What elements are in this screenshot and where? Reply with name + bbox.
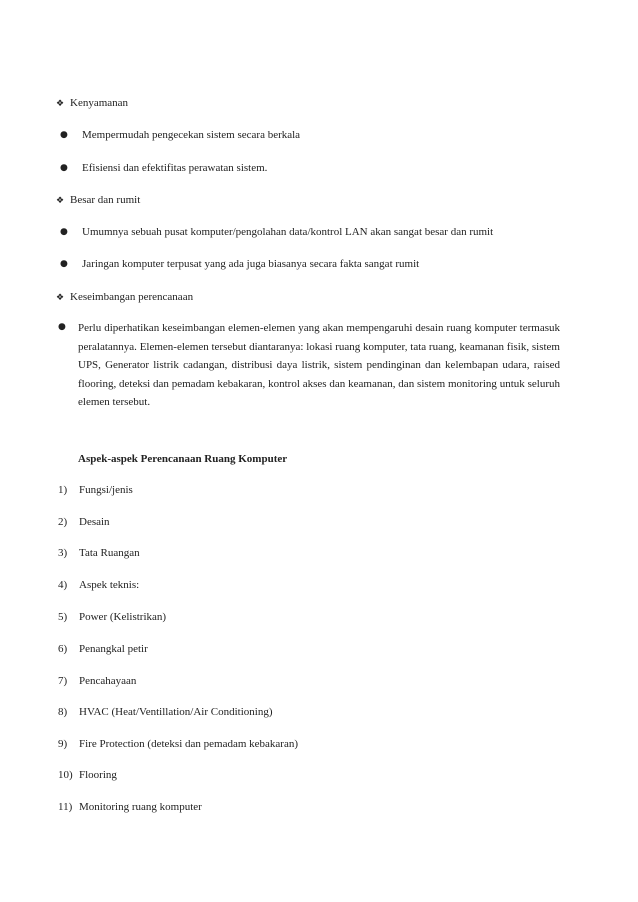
item-label: HVAC (Heat/Ventillation/Air Conditioning): [79, 706, 273, 718]
item-number: 3): [58, 547, 68, 559]
numbered-item: [58, 610, 166, 624]
diamond-bullet-icon: ❖: [56, 99, 65, 109]
item-number: 4): [58, 579, 68, 591]
paragraph: Perlu diperhatikan keseimbangan elemen-elemen yang akan mempengaruhi desain ruang komputer termasuk peralatannya. Elemen-elemen tersebut diantaranya: lokasi ruang komputer, tata ruang, keamanan fisik, sistem UPS, Generator listrik cadangan, distribusi daya listrik, sistem pendinginan dan kelembapan udara, raised flooring, deteksi dan pemadam kebakaran, kontrol akses dan keamanan, dan sistem monitoring untuk seluruh elemen tersebut.: [78, 322, 560, 408]
numbered-item: [58, 768, 117, 782]
item-label: Monitoring ruang komputer: [79, 801, 202, 813]
bullet-icon: ●: [60, 259, 68, 269]
numbered-item: [58, 737, 298, 751]
item-number: 7): [58, 675, 68, 687]
item-label: Fungsi/jenis: [79, 484, 133, 496]
item-number: 11): [58, 801, 73, 813]
numbered-item: [58, 515, 110, 529]
numbered-item: [58, 705, 273, 719]
section-heading: Aspek-aspek Perencanaan Ruang Komputer: [78, 453, 288, 465]
item-label: Aspek teknis:: [79, 579, 140, 591]
numbered-item: [58, 578, 139, 592]
group-title-besar-dan-rumit: [56, 193, 140, 208]
bullet-icon: ●: [58, 322, 66, 332]
item-label: Flooring: [79, 769, 117, 781]
item-number: 6): [58, 643, 68, 655]
group-title-keseimbangan-perencanaan: [56, 290, 193, 305]
list-item-text: Umumnya sebuah pusat komputer/pengolahan data/kontrol LAN akan sangat besar dan rumit: [82, 226, 494, 238]
group-title-text: Kenyamanan: [70, 97, 129, 109]
bullet-icon: ●: [60, 130, 68, 140]
item-label: Power (Kelistrikan): [79, 611, 167, 623]
diamond-bullet-icon: ❖: [56, 196, 65, 206]
group-title-text: Keseimbangan perencanaan: [70, 291, 194, 303]
item-label: Desain: [79, 516, 110, 528]
item-number: 8): [58, 706, 68, 718]
bullet-icon: ●: [60, 163, 68, 173]
item-label: Tata Ruangan: [79, 547, 140, 559]
item-number: 9): [58, 738, 68, 750]
numbered-item: [58, 674, 136, 688]
item-label: Pencahayaan: [79, 675, 137, 687]
diamond-bullet-icon: ❖: [56, 293, 65, 303]
numbered-item: [58, 800, 202, 814]
item-number: 1): [58, 484, 68, 496]
list-item-text: Efisiensi dan efektifitas perawatan sistem.: [82, 162, 268, 174]
list-item-text: Jaringan komputer terpusat yang ada juga biasanya secara fakta sangat rumit: [82, 258, 420, 270]
item-number: 5): [58, 611, 68, 623]
group-title-text: Besar dan rumit: [70, 194, 141, 206]
numbered-item: [58, 642, 148, 656]
item-label: Fire Protection (deteksi dan pemadam kebakaran): [79, 738, 299, 750]
bullet-icon: ●: [60, 227, 68, 237]
numbered-item: [58, 483, 133, 497]
item-label: Penangkal petir: [79, 643, 148, 655]
list-item-text: Mempermudah pengecekan sistem secara berkala: [82, 129, 301, 141]
item-number: 10): [58, 769, 73, 781]
item-number: 2): [58, 516, 68, 528]
group-title-kenyamanan: [56, 96, 128, 111]
numbered-item: [58, 546, 140, 560]
